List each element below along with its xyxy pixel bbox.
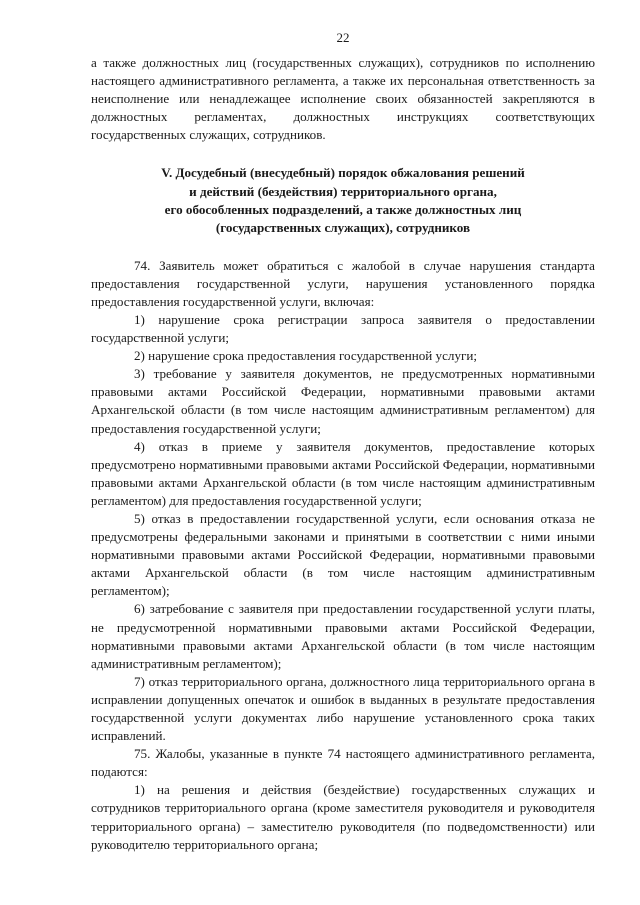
intro-paragraph: а также должностных лиц (государственных служащих), сотрудников по исполнению настоящего административного регламента, а также их персональная ответственность за неисполнение или ненадлежащее исполнение своих обязанностей закрепляются в должностных регламентах, должностных инструкциях соответствующих государственных служащих, сотрудников. xyxy=(91,55,595,143)
list-item-74-2: 2) нарушение срока предоставления государственной услуги; xyxy=(134,348,478,364)
section-heading-line: и действий (бездействия) территориального органа, xyxy=(189,183,497,199)
list-item-74-3: 3) требование у заявителя документов, не предусмотренных нормативными правовыми актами Российской Федерации, нормативными правовыми актами Архангельской области (в том числе настоящим административным регламентом) для предоставления государственной услуги; xyxy=(91,366,595,436)
page-number: 22 xyxy=(336,30,350,45)
list-item-74-1: 1) нарушение срока регистрации запроса заявителя о предоставлении государственной услуги; xyxy=(91,311,595,346)
list-item-75-1: 1) на решения и действия (бездействие) государственных служащих и сотрудников территориального органа (кроме заместителя руководителя и руководителя территориального органа) – заместителю руководителя (по подведомственности) или руководителю территориального органа; xyxy=(91,782,595,852)
list-item-74-7: 7) отказ территориального органа, должностного лица территориального органа в исправлении допущенных опечаток и ошибок в выданных в результате предоставления государственной услуги документах либо нарушение установленного срока таких исправлений. xyxy=(91,673,595,744)
section-heading-line: V. Досудебный (внесудебный) порядок обжалования решений xyxy=(161,165,525,181)
paragraph-75: 75. Жалобы, указанные в пункте 74 настоящего административного регламента, подаются: xyxy=(91,746,595,780)
section-heading-line: (государственных служащих), сотрудников xyxy=(215,220,471,236)
list-item-74-4: 4) отказ в приеме у заявителя документов, предоставление которых предусмотрено нормативными правовыми актами Российской Федерации, нормативными правовыми актами Архангельской области (в том числе настоящим административным регламентом) для предоставления государственной услуги; xyxy=(91,438,595,508)
section-heading-line: его обособленных подразделений, а также должностных лиц xyxy=(164,202,522,218)
paragraph-74: 74. Заявитель может обратиться с жалобой в случае нарушения стандарта предоставления государственной услуги, нарушения установленного порядка предоставления государственной услуги, включая: xyxy=(91,257,595,309)
document-page xyxy=(91,30,595,854)
list-item-74-6: 6) затребование с заявителя при предоставлении государственной услуги платы, не предусмотренной нормативными правовыми актами Российской Федерации, нормативными правовыми актами Архангельской области (в том числе настоящим административным регламентом); xyxy=(91,601,595,671)
section-heading xyxy=(91,164,595,237)
list-item-74-5: 5) отказ в предоставлении государственной услуги, если основания отказа не предусмотрены федеральными законами и принятыми в соответствии с ними иными нормативными правовыми актами Российской Федерации, нормативными правовыми актами Архангельской области (в том числе настоящим административным регламентом); xyxy=(91,510,595,599)
